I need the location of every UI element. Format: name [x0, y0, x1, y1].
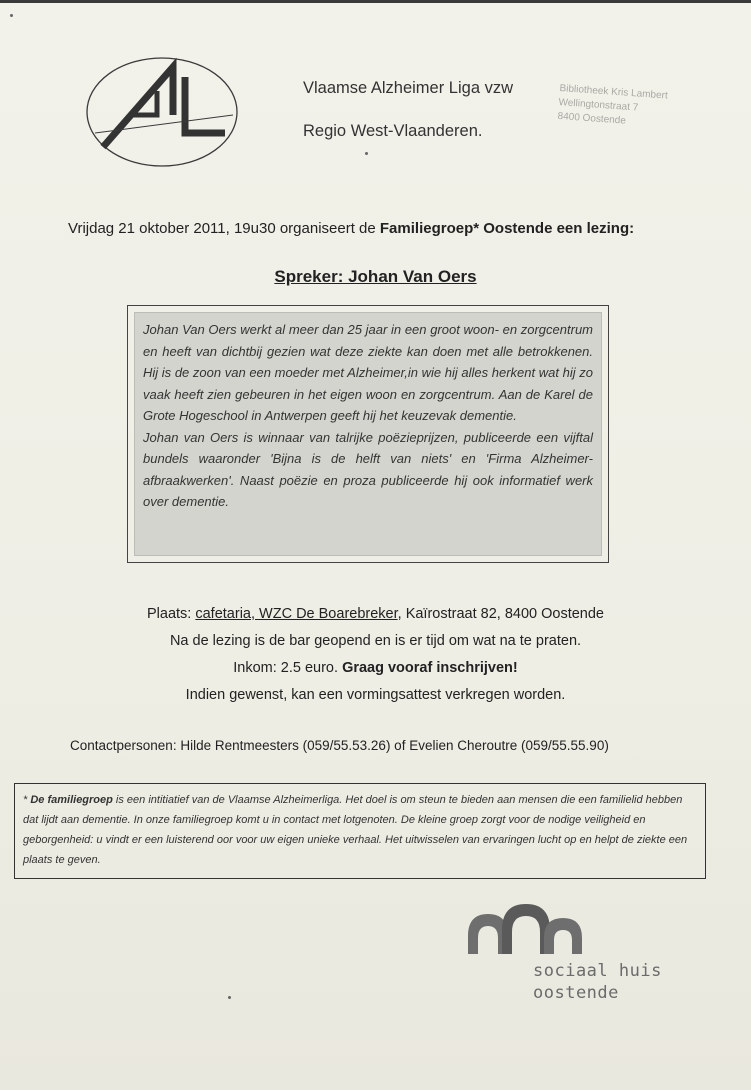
fee-line: [0, 660, 751, 676]
event-intro: [68, 220, 634, 237]
stamp-line-1: Bibliotheek Kris Lambert: [559, 82, 669, 102]
venue-name: cafetaria, WZC De Boarebreker: [195, 606, 398, 622]
fee-text: Inkom: 2.5 euro.: [233, 660, 343, 676]
fee-registration: Graag vooraf inschrijven!: [342, 660, 518, 676]
bar-line: Na de lezing is de bar geopend en is er tijd om wat na te praten.: [169, 633, 582, 649]
familiegroep-note: [14, 783, 706, 879]
sociaal-huis-logo-text: [533, 960, 662, 1004]
logo-line-1: sociaal huis: [533, 961, 662, 981]
speck-mark: [228, 996, 231, 999]
stamp-line-2: Wellingtonstraat 7: [558, 96, 639, 114]
note-prefix: *: [23, 794, 31, 806]
bio-paragraph-2: Johan van Oers is winnaar van talrijke poëzieprijzen, publiceerde een vijftal bundels waaronder 'Bijna is de helft van niets' en 'Firma Alzheimer- afbraakwerken'. Naast poëzie en proza publiceerde hij ook informatief werk over dementie.: [143, 429, 593, 509]
alzheimer-liga-logo: [85, 55, 240, 170]
bio-paragraph-1: Johan Van Oers werkt al meer dan 25 jaar in een groot woon- en zorgcentrum en heeft van dichtbij gezien wat deze ziekte kan doen met alle betrokkenen. Hij is de zoon van een moeder met Alzheimer,in wie hij alles herkent wat hij zo vaak heeft zien gebeuren in het eigen woon en zorgcentrum. Aan de Karel de Grote Hogeschool in Antwerpen geeft hij het keuzevak dementie.: [143, 322, 593, 423]
library-stamp: [557, 82, 668, 131]
speaker-bio-content: [134, 312, 602, 556]
venue-line: [0, 606, 751, 622]
speck-mark: [10, 14, 13, 17]
note-text: [23, 790, 697, 870]
contact-persons: Contactpersonen: Hilde Rentmeesters (059/55.53.26) of Evelien Cheroutre (059/55.55.90): [70, 738, 609, 753]
intro-bold: Familiegroep* Oostende een lezing:: [379, 220, 635, 237]
note-body: is een intitiatief van de Vlaamse Alzheimerliga. Het doel is om steun te bieden aan mensen die een familielid hebben dat lijdt aan dementie. In onze familiegroep komt u in contact met lotgenoten. De kleine groep zorgt voor de nodige veiligheid en geborgenheid: u vindt er een luisterend oor voor uw eigen unieke verhaal. Het uitwisselen van ervaringen lucht op en helpt de ziekte een plaats te geven.: [23, 794, 688, 866]
speck-mark: [365, 152, 368, 155]
certificate-line: Indien gewenst, kan een vormingsattest verkregen worden.: [185, 687, 566, 703]
stamp-line-3: 8400 Oostende: [557, 110, 627, 127]
intro-prefix: Vrijdag 21 oktober 2011, 19u30 organiseert de: [68, 220, 380, 237]
venue-label: Plaats:: [147, 606, 196, 622]
region-name: Regio West-Vlaanderen.: [303, 122, 483, 140]
note-bold: De familiegroep: [30, 794, 113, 806]
speaker-bio-box: [127, 305, 609, 563]
org-name: Vlaamse Alzheimer Liga vzw: [303, 79, 514, 97]
speaker-title: Spreker: Johan Van Oers: [274, 267, 477, 286]
venue-address: , Kaïrostraat 82, 8400 Oostende: [397, 606, 604, 622]
top-edge-line: [0, 0, 751, 3]
sociaal-huis-logo-icon: [466, 900, 586, 956]
logo-line-2: oostende: [533, 983, 619, 1003]
